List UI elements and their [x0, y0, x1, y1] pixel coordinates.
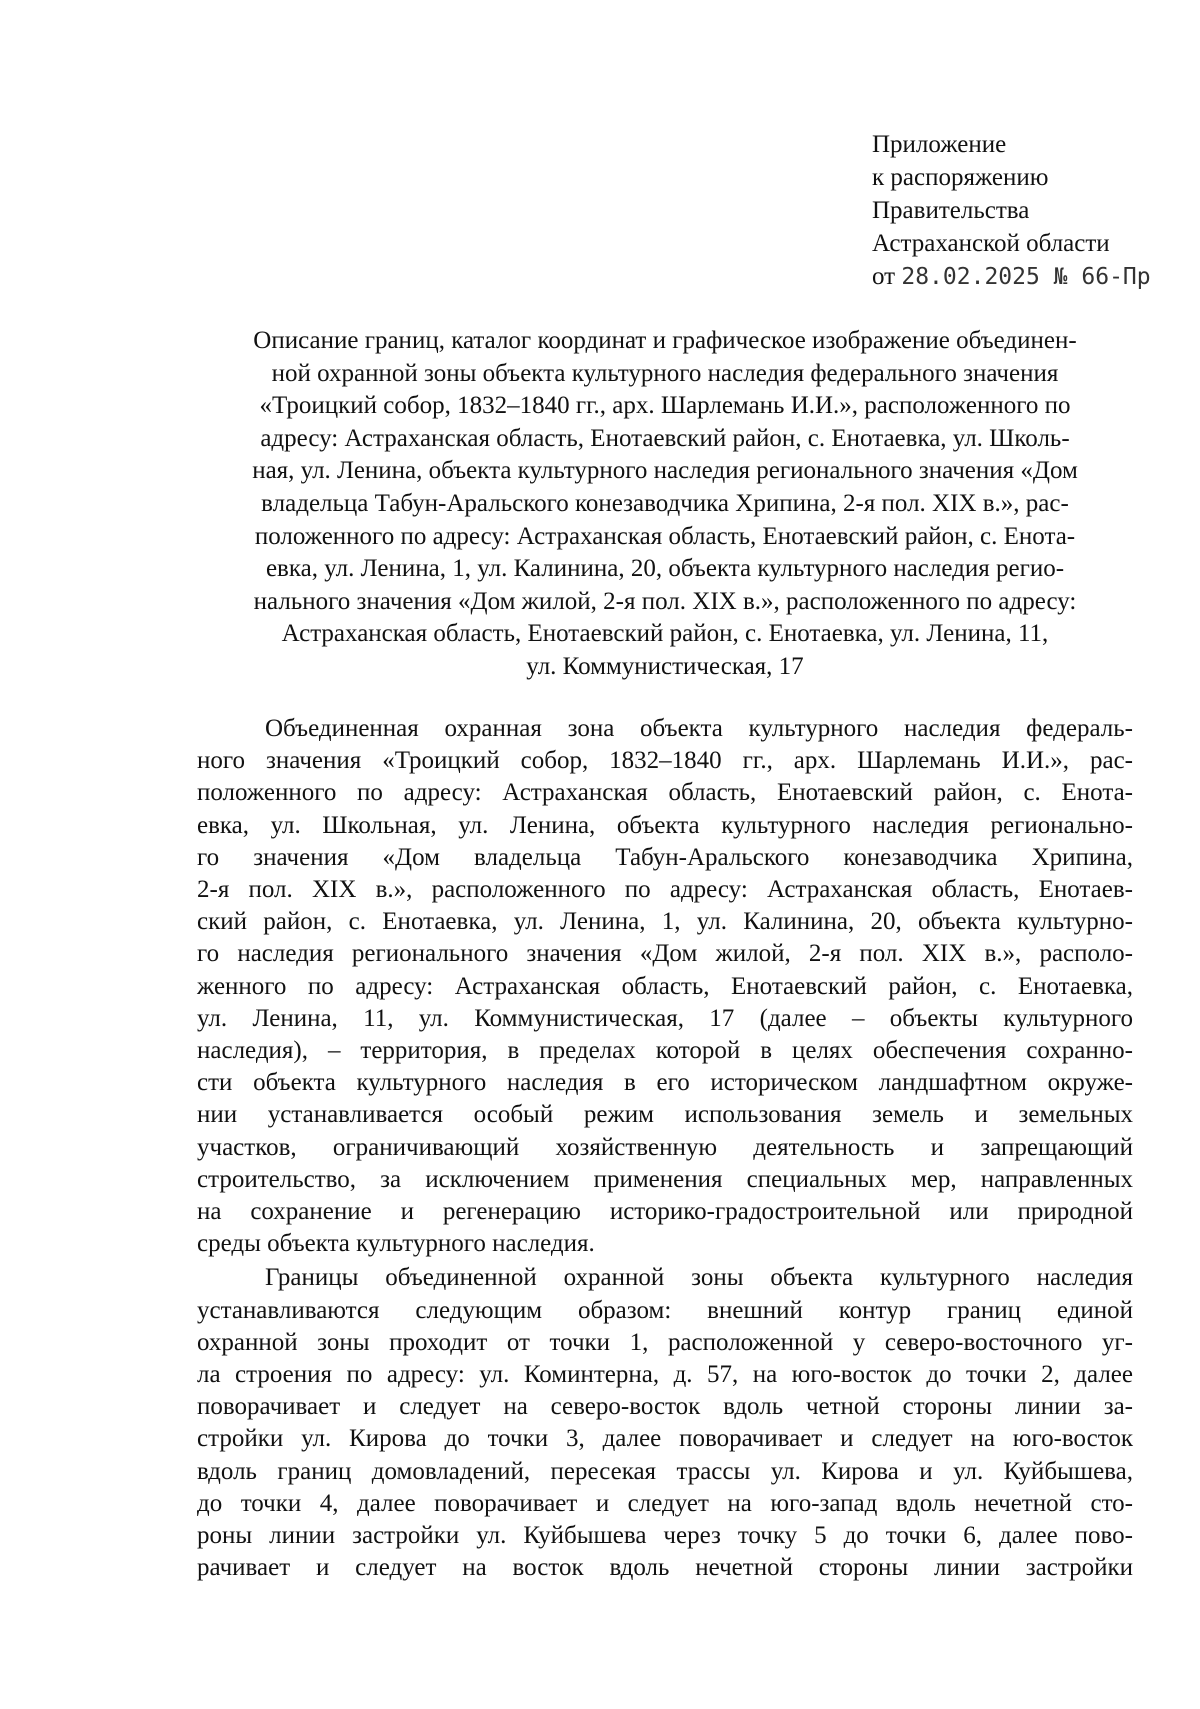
title-line: Описание границ, каталог координат и графическое изображение объединен-	[253, 327, 1077, 354]
appendix-date-line	[872, 260, 1151, 294]
paragraph-line: ла строения по адресу: ул. Коминтерна, д. 57, на юго-восток до точки 2, далее	[197, 1361, 1133, 1389]
appendix-line: Астраханской области	[872, 230, 1110, 257]
document-title	[195, 325, 1135, 684]
paragraph-line: ного значения «Троицкий собор, 1832–1840 гг., арх. Шарлемань И.И.», рас-	[197, 747, 1133, 775]
paragraph-line: го значения «Дом владельца Табун-Аральского конезаводчика Хрипина,	[197, 843, 1133, 871]
paragraph-line: стройки ул. Кирова до точки 3, далее поворачивает и следует на юго-восток	[197, 1425, 1133, 1453]
title-line: евка, ул. Ленина, 1, ул. Калинина, 20, объекта культурного наследия регио-	[265, 555, 1065, 583]
paragraph-zone-definition	[197, 713, 1133, 1260]
paragraph-line: ул. Ленина, 11, ул. Коммунистическая, 17 (далее – объекты культурного	[197, 1004, 1133, 1032]
paragraph-line: евка, ул. Школьная, ул. Ленина, объекта культурного наследия регионально-	[197, 811, 1133, 839]
paragraph-line: поворачивает и следует на северо-восток вдоль четной стороны линии за-	[197, 1393, 1133, 1421]
title-line: ная, ул. Ленина, объекта культурного наследия регионального значения «Дом	[252, 457, 1078, 485]
title-line: адресу: Астраханская область, Енотаевский район, с. Енотаевка, ул. Школь-	[260, 424, 1070, 452]
appendix-header	[872, 128, 1151, 294]
paragraph-line: строительство, за исключением применения специальных мер, направленных	[197, 1165, 1133, 1193]
paragraph-line: Границы объединенной охранной зоны объекта культурного наследия	[265, 1264, 1133, 1292]
date-prefix: от	[872, 263, 902, 290]
appendix-line: к распоряжению	[872, 164, 1049, 191]
paragraph-line: ский район, с. Енотаевка, ул. Ленина, 1, ул. Калинина, 20, объекта культурно-	[197, 908, 1133, 936]
title-line: «Троицкий собор, 1832–1840 гг., арх. Шарлемань И.И.», расположенного по	[259, 392, 1071, 420]
title-line: Астраханская область, Енотаевский район, с. Енотаевка, ул. Ленина, 11,	[281, 620, 1049, 648]
appendix-line: Правительства	[872, 197, 1030, 224]
paragraph-line: положенного по адресу: Астраханская область, Енотаевский район, с. Енота-	[197, 779, 1133, 807]
paragraph-line: нии устанавливается особый режим использования земель и земельных	[197, 1101, 1133, 1129]
paragraph-line: сти объекта культурного наследия в его историческом ландшафтном окруже-	[197, 1069, 1133, 1097]
paragraph-line: устанавливаются следующим образом: внешний контур границ единой	[197, 1296, 1133, 1324]
paragraph-line: женного по адресу: Астраханская область, Енотаевский район, с. Енотаевка,	[197, 972, 1133, 1000]
paragraph-line: наследия), – территория, в пределах которой в целях обеспечения сохранно-	[197, 1037, 1133, 1065]
document-body	[197, 713, 1133, 1584]
title-line: ул. Коммунистическая, 17	[526, 652, 804, 680]
paragraph-line: до точки 4, далее поворачивает и следует на юго-запад вдоль нечетной сто-	[197, 1489, 1133, 1517]
appendix-line: Приложение	[872, 131, 1007, 158]
paragraph-line: на сохранение и регенерацию историко-градостроительной или природной	[197, 1198, 1133, 1226]
paragraph-line: охранной зоны проходит от точки 1, расположенной у северо-восточного уг-	[197, 1328, 1133, 1356]
paragraph-line: рачивает и следует на восток вдоль нечетной стороны линии застройки	[197, 1554, 1133, 1582]
paragraph-line: вдоль границ домовладений, пересекая трассы ул. Кирова и ул. Куйбышева,	[197, 1457, 1133, 1485]
paragraph-line: Объединенная охранная зона объекта культурного наследия федераль-	[265, 715, 1133, 742]
paragraph-boundary-description	[197, 1262, 1133, 1584]
paragraph-line: среды объекта культурного наследия.	[197, 1230, 595, 1258]
date-and-number: 28.02.2025 № 66-Пр	[901, 264, 1151, 290]
title-line: владельца Табун-Аральского конезаводчика Хрипина, 2-я пол. XIX в.», рас-	[261, 489, 1069, 517]
title-line: нального значения «Дом жилой, 2-я пол. XIX в.», расположенного по адресу:	[253, 587, 1077, 615]
paragraph-line: 2-я пол. XIX в.», расположенного по адресу: Астраханская область, Енотаев-	[197, 876, 1133, 904]
title-line: положенного по адресу: Астраханская область, Енотаевский район, с. Енота-	[254, 522, 1076, 550]
paragraph-line: участков, ограничивающий хозяйственную деятельность и запрещающий	[197, 1133, 1133, 1161]
paragraph-line: роны линии застройки ул. Куйбышева через точку 5 до точки 6, далее пово-	[197, 1522, 1133, 1550]
paragraph-line: го наследия регионального значения «Дом жилой, 2-я пол. XIX в.», располо-	[197, 940, 1133, 968]
title-line: ной охранной зоны объекта культурного наследия федерального значения	[271, 359, 1059, 387]
